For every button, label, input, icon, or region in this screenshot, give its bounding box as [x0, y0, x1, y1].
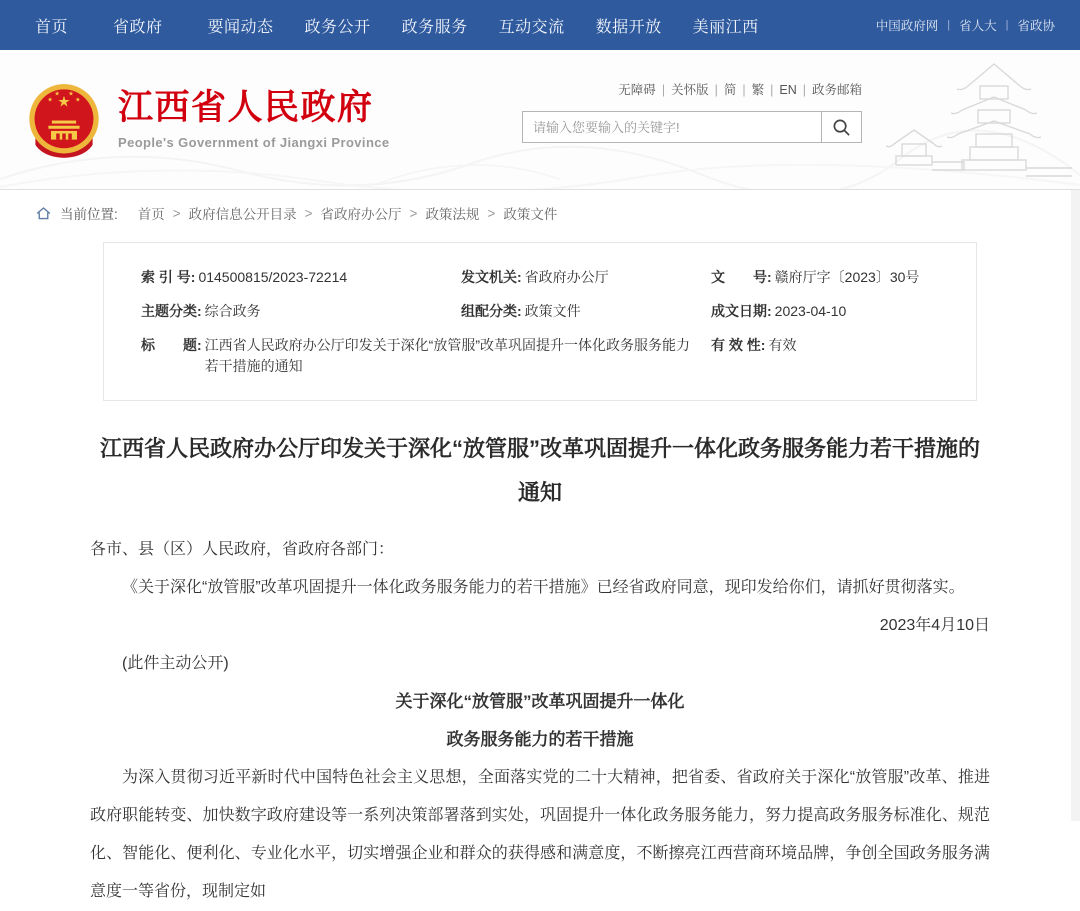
link-provincial-npc[interactable]: 省人大 [959, 19, 997, 33]
search-icon [832, 118, 851, 137]
meta-value: 赣府厅字〔2023〕30号 [774, 269, 920, 285]
nav-item-home[interactable]: 首页 [35, 18, 69, 36]
site-subtitle: People's Government of Jiangxi Province [118, 135, 390, 151]
nav-item-news[interactable]: 要闻动态 [207, 18, 274, 36]
separator: | [661, 83, 666, 97]
pavilion-sketch-decoration [876, 56, 1076, 188]
separator: | [1005, 19, 1009, 31]
utility-link-english[interactable]: EN [779, 83, 797, 97]
meta-field-validity [711, 335, 956, 377]
meta-value: 江西省人民政府办公厅印发关于深化“放管服”改革巩固提升一体化政务服务能力若干措施的通知 [204, 337, 690, 374]
breadcrumb-item-info-directory[interactable]: 政府信息公开目录 [188, 207, 297, 222]
breadcrumb-item-general-office[interactable]: 省政府办公厅 [320, 207, 402, 222]
meta-label: 发文机关: [461, 269, 522, 285]
meta-label: 组配分类: [461, 303, 522, 319]
nav-item-interaction[interactable]: 互动交流 [498, 18, 565, 36]
separator: | [947, 19, 951, 31]
header-right-tools [522, 80, 862, 143]
home-icon [35, 205, 52, 222]
nav-item-beautiful-jiangxi[interactable]: 美丽江西 [692, 18, 759, 36]
nav-item-open-data[interactable]: 数据开放 [595, 18, 662, 36]
meta-field-document-number [711, 267, 956, 288]
breadcrumb-item-home[interactable]: 首页 [137, 207, 165, 222]
disclosure-note: (此件主动公开) [122, 655, 229, 672]
page-edge-strip [1071, 190, 1080, 821]
meta-field-group-category [461, 301, 711, 322]
nav-item-provincial-gov[interactable]: 省政府 [113, 18, 163, 36]
link-provincial-cppcc[interactable]: 省政协 [1017, 19, 1055, 33]
utility-link-accessibility[interactable]: 无障碍 [618, 83, 656, 97]
top-navigation-bar [0, 0, 1080, 50]
meta-label: 成文日期: [711, 303, 772, 319]
document-meta-table [103, 242, 977, 401]
utility-link-simplified[interactable]: 简 [723, 83, 737, 97]
meta-value: 2023-04-10 [774, 303, 847, 319]
nav-item-gov-services[interactable]: 政务服务 [401, 18, 468, 36]
breadcrumb-label: 当前位置: [60, 207, 118, 222]
document-date: 2023年4月10日 [879, 617, 990, 634]
meta-field-index-number [141, 267, 461, 288]
svg-text:★: ★ [68, 91, 74, 98]
utility-links [522, 80, 862, 98]
site-title-block [118, 82, 390, 150]
site-header [0, 50, 1080, 190]
link-china-gov[interactable]: 中国政府网 [875, 19, 939, 33]
salutation: 各市、县（区）人民政府，省政府各部门： [90, 541, 395, 558]
body-paragraph: 为深入贯彻习近平新时代中国特色社会主义思想，全面落实党的二十大精神，把省委、省政府关于深化“放管服”改革、推进政府职能转变、加快数字政府建设等一系列决策部署落到实处，巩固提升一体化政务服务能力，努力提高政务服务标准化、规范化、智能化、便利化、专业化水平，切实增强企业和群众的获得感和满意度，不断擦亮江西营商环境品牌，争创全国政务服务满意度一等省份，现制定如 [90, 769, 990, 900]
separator: | [802, 83, 806, 97]
site-logo[interactable] [25, 82, 390, 166]
meta-row [141, 335, 956, 377]
meta-value: 省政府办公厅 [524, 269, 609, 285]
meta-value: 有效 [768, 337, 797, 353]
breadcrumb-item-policy-regulations[interactable]: 政策法规 [425, 207, 480, 222]
meta-value: 政策文件 [524, 303, 581, 319]
meta-value: 综合政务 [204, 303, 261, 319]
breadcrumb-separator: > [487, 205, 496, 221]
breadcrumb-separator: > [304, 205, 313, 221]
attachment-title-line1: 关于深化“放管服”改革巩固提升一体化 [395, 692, 685, 711]
main-menu [35, 14, 759, 37]
search-button[interactable] [821, 112, 861, 142]
breadcrumb [0, 190, 1080, 234]
separator: | [742, 83, 746, 97]
attachment-title-line2: 政务服务能力的若干措施 [446, 730, 634, 749]
meta-label: 标 题: [141, 337, 202, 353]
meta-row [141, 267, 956, 288]
meta-field-written-date [711, 301, 956, 322]
separator: | [714, 83, 718, 97]
meta-row [141, 301, 956, 322]
meta-field-issuing-agency [461, 267, 711, 288]
document-title: 江西省人民政府办公厅印发关于深化“放管服”改革巩固提升一体化政务服务能力若干措施的通知 [99, 436, 980, 505]
external-gov-links [867, 16, 1064, 34]
separator: | [770, 83, 774, 97]
utility-link-traditional[interactable]: 繁 [751, 83, 765, 97]
meta-value: 014500815/2023-72214 [198, 269, 348, 285]
meta-field-title [141, 335, 711, 377]
national-emblem-icon [25, 82, 103, 166]
site-title: 江西省人民政府 [118, 88, 374, 127]
breadcrumb-separator: > [409, 205, 418, 221]
breadcrumb-separator: > [172, 205, 181, 221]
meta-label: 索 引 号: [141, 269, 196, 285]
breadcrumb-item-policy-documents[interactable]: 政策文件 [503, 207, 558, 222]
meta-label: 文 号: [711, 269, 772, 285]
search-bar [522, 111, 862, 143]
meta-label: 有 效 性: [711, 337, 766, 353]
meta-field-theme-category [141, 301, 461, 322]
utility-link-gov-mail[interactable]: 政务邮箱 [811, 83, 862, 97]
svg-text:★: ★ [75, 97, 81, 104]
utility-link-care-version[interactable]: 关怀版 [671, 83, 709, 97]
meta-label: 主题分类: [141, 303, 202, 319]
document-content [90, 427, 990, 911]
svg-text:★: ★ [54, 91, 60, 98]
svg-text:★: ★ [47, 97, 53, 104]
intro-paragraph: 《关于深化“放管服”改革巩固提升一体化政务服务能力的若干措施》已经省政府同意，现印发给你们，请抓好贯彻落实。 [122, 579, 965, 596]
search-input[interactable] [523, 112, 821, 142]
svg-text:★: ★ [57, 94, 71, 111]
nav-item-gov-disclosure[interactable]: 政务公开 [304, 18, 371, 36]
